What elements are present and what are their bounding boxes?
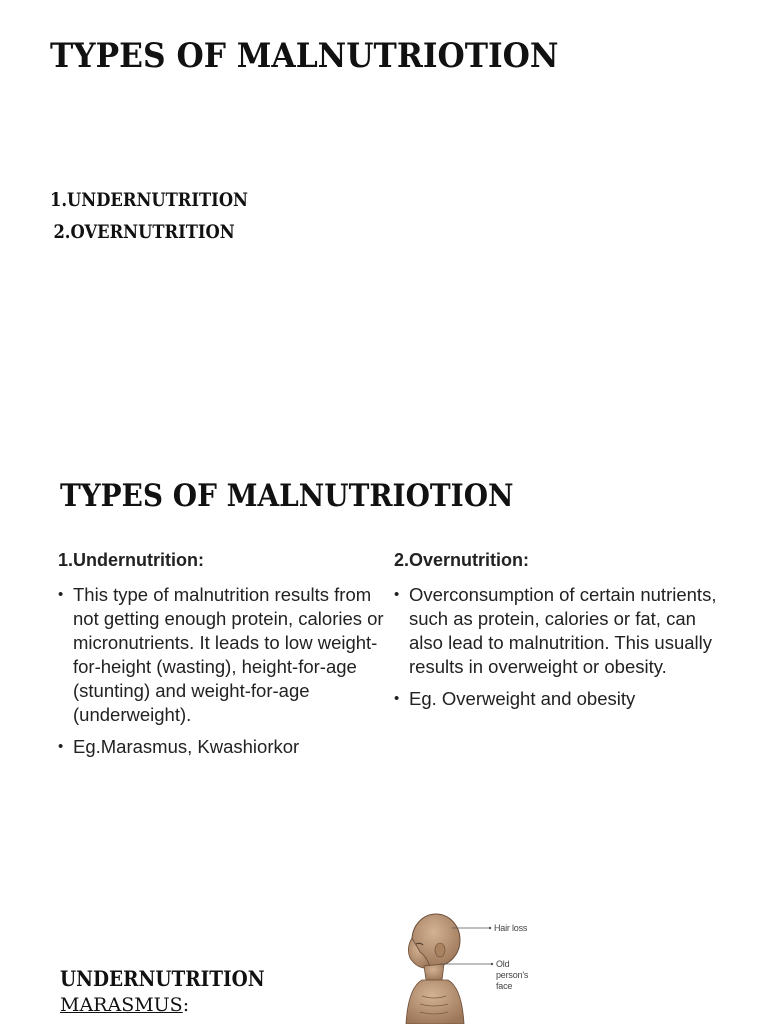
bullet-item: • Overconsumption of certain nutrients, such as protein, calories or fat, can also lead to malnutrition. This usually results in overweight or obesity.: [394, 583, 724, 679]
label-old-face-line1: Old: [496, 959, 510, 969]
list-item: 2.OVERNUTRITION: [53, 221, 235, 243]
bullet-item: • Eg.Marasmus, Kwashiorkor: [58, 735, 388, 759]
column-heading: 1.Undernutrition:: [58, 550, 204, 570]
subheading-colon: :: [182, 994, 190, 1016]
column-heading: 2.Overnutrition:: [394, 550, 530, 570]
section-heading: UNDERNUTRITION: [60, 966, 265, 991]
undernutrition-column: [58, 550, 388, 767]
slide-1: [0, 0, 768, 440]
slide-2: [0, 440, 768, 880]
list-item: 1.UNDERNUTRITION: [50, 189, 248, 211]
section-subheading: [60, 994, 189, 1016]
slide-3: [0, 880, 768, 1024]
slide-title: TYPES OF MALNUTRIOTION: [60, 478, 514, 514]
bullet-item: • This type of malnutrition results from not getting enough protein, calories or micronutrients. It leads to low weight-for-height (wasting), height-for-age (stunting) and weight-for-age (underweight).: [58, 583, 388, 727]
overnutrition-column: [394, 550, 724, 719]
marasmus-illustration: [400, 908, 550, 1024]
label-hair-loss: Hair loss: [494, 923, 528, 933]
label-old-face-line3: face: [496, 981, 513, 991]
types-list: [50, 184, 280, 248]
subheading-text: MARASMUS: [60, 994, 183, 1016]
slide-title: TYPES OF MALNUTRIOTION: [50, 36, 559, 76]
child-figure-icon: [400, 908, 550, 1024]
label-old-face-line2: person's: [496, 970, 529, 980]
bullet-item: • Eg. Overweight and obesity: [394, 687, 724, 711]
